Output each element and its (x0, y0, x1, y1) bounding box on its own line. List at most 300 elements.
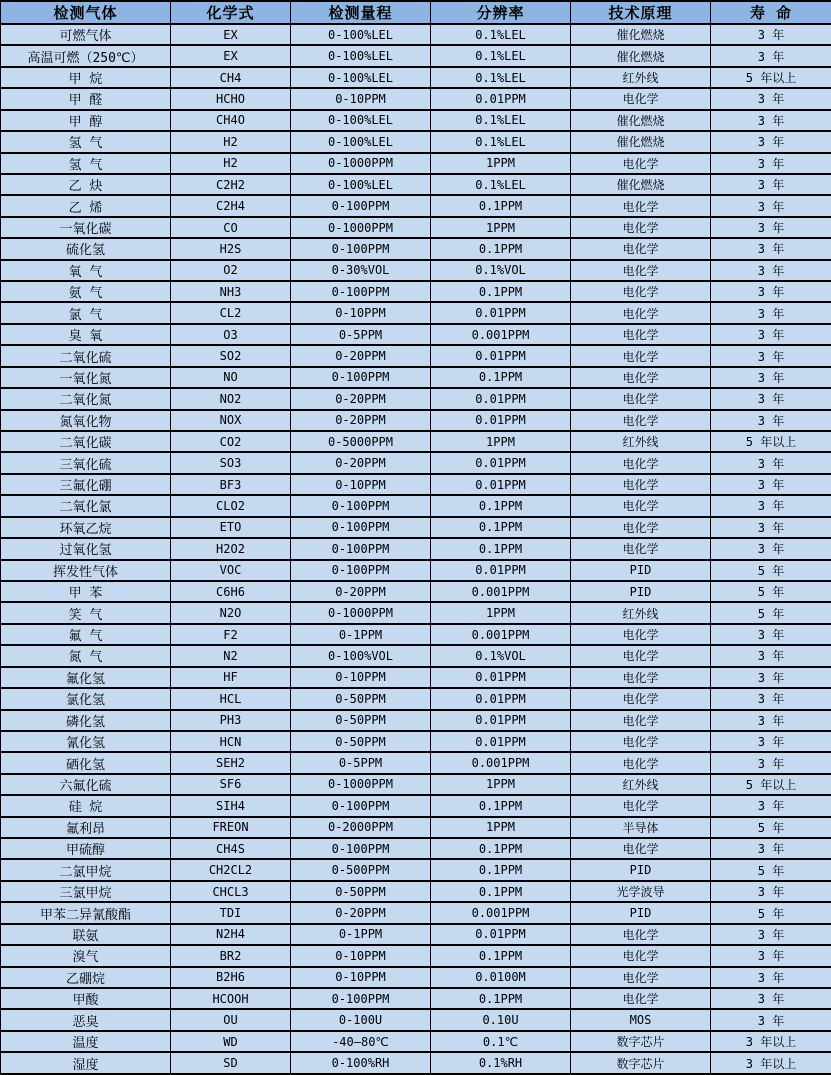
cell-range: 0-5PPM (291, 752, 431, 773)
table-row (1, 281, 831, 302)
cell-resolution: 0.1%LEL (431, 174, 571, 195)
cell-resolution: 0.01PPM (431, 667, 571, 688)
cell-gas-name: 甲 醛 (1, 88, 171, 109)
cell-range: 0-1PPM (291, 924, 431, 945)
cell-formula: H2 (171, 131, 291, 152)
cell-principle: 红外线 (571, 602, 711, 623)
cell-principle: PID (571, 902, 711, 923)
cell-resolution: 0.1PPM (431, 838, 571, 859)
cell-lifespan: 3 年 (711, 131, 831, 152)
cell-principle: 光学波导 (571, 881, 711, 902)
cell-formula: H2 (171, 153, 291, 174)
cell-range: 0-100%LEL (291, 24, 431, 45)
cell-formula: NO (171, 367, 291, 388)
cell-range: 0-30%VOL (291, 260, 431, 281)
table-row (1, 795, 831, 816)
cell-formula: WD (171, 1031, 291, 1052)
cell-gas-name: 甲硫醇 (1, 838, 171, 859)
cell-range: 0-100PPM (291, 195, 431, 216)
cell-gas-name: 硫化氢 (1, 238, 171, 259)
cell-range: 0-500PPM (291, 859, 431, 880)
cell-gas-name: 氰化氢 (1, 731, 171, 752)
cell-formula: HCOOH (171, 988, 291, 1009)
cell-formula: N2H4 (171, 924, 291, 945)
table-row (1, 924, 831, 945)
cell-resolution: 0.1PPM (431, 195, 571, 216)
cell-range: 0-100PPM (291, 560, 431, 581)
cell-formula: TDI (171, 902, 291, 923)
cell-gas-name: 挥发性气体 (1, 560, 171, 581)
table-row (1, 431, 831, 452)
cell-formula: CHCL3 (171, 881, 291, 902)
cell-principle: 催化燃烧 (571, 24, 711, 45)
cell-formula: OU (171, 1009, 291, 1030)
table-row (1, 538, 831, 559)
table-row (1, 217, 831, 238)
cell-principle: 电化学 (571, 710, 711, 731)
cell-gas-name: 甲 烷 (1, 67, 171, 88)
cell-range: 0-50PPM (291, 731, 431, 752)
cell-principle: 电化学 (571, 988, 711, 1009)
cell-principle: 电化学 (571, 945, 711, 966)
cell-lifespan: 3 年 (711, 517, 831, 538)
cell-lifespan: 3 年以上 (711, 1031, 831, 1052)
cell-gas-name: 氢 气 (1, 131, 171, 152)
cell-lifespan: 3 年 (711, 410, 831, 431)
cell-gas-name: 氧 气 (1, 260, 171, 281)
cell-resolution: 0.1PPM (431, 238, 571, 259)
table-row (1, 624, 831, 645)
cell-principle: PID (571, 859, 711, 880)
cell-resolution: 1PPM (431, 431, 571, 452)
cell-principle: 电化学 (571, 195, 711, 216)
cell-range: 0-100%LEL (291, 131, 431, 152)
cell-range: 0-100%RH (291, 1052, 431, 1074)
cell-lifespan: 3 年 (711, 538, 831, 559)
cell-principle: 催化燃烧 (571, 45, 711, 66)
table-row (1, 495, 831, 516)
cell-lifespan: 3 年 (711, 474, 831, 495)
cell-gas-name: 三氯甲烷 (1, 881, 171, 902)
cell-formula: CH4S (171, 838, 291, 859)
cell-formula: N2O (171, 602, 291, 623)
cell-gas-name: 过氧化氢 (1, 538, 171, 559)
cell-range: 0-100PPM (291, 538, 431, 559)
cell-formula: NH3 (171, 281, 291, 302)
cell-gas-name: 二氧化氮 (1, 388, 171, 409)
table-row (1, 110, 831, 131)
cell-resolution: 1PPM (431, 153, 571, 174)
cell-range: 0-100%LEL (291, 45, 431, 66)
cell-resolution: 0.001PPM (431, 581, 571, 602)
cell-lifespan: 3 年 (711, 795, 831, 816)
table-row (1, 302, 831, 323)
cell-lifespan: 5 年以上 (711, 774, 831, 795)
cell-resolution: 0.001PPM (431, 624, 571, 645)
cell-range: 0-100PPM (291, 838, 431, 859)
cell-formula: SD (171, 1052, 291, 1074)
cell-lifespan: 3 年 (711, 110, 831, 131)
cell-lifespan: 5 年以上 (711, 67, 831, 88)
cell-range: 0-100PPM (291, 281, 431, 302)
cell-resolution: 0.01PPM (431, 452, 571, 473)
cell-gas-name: 笑 气 (1, 602, 171, 623)
cell-resolution: 0.1PPM (431, 517, 571, 538)
table-row (1, 517, 831, 538)
table-body (1, 24, 831, 1074)
cell-principle: 电化学 (571, 538, 711, 559)
cell-principle: PID (571, 560, 711, 581)
cell-formula: O3 (171, 324, 291, 345)
cell-formula: CLO2 (171, 495, 291, 516)
cell-principle: 半导体 (571, 817, 711, 838)
table-row (1, 945, 831, 966)
cell-formula: CO (171, 217, 291, 238)
cell-lifespan: 5 年 (711, 581, 831, 602)
cell-formula: CO2 (171, 431, 291, 452)
table-row (1, 1031, 831, 1052)
table-row (1, 560, 831, 581)
cell-range: 0-50PPM (291, 710, 431, 731)
cell-resolution: 0.01PPM (431, 924, 571, 945)
table-row (1, 1052, 831, 1074)
cell-resolution: 0.1PPM (431, 538, 571, 559)
cell-formula: H2S (171, 238, 291, 259)
cell-lifespan: 5 年 (711, 817, 831, 838)
cell-lifespan: 3 年 (711, 624, 831, 645)
cell-range: 0-1PPM (291, 624, 431, 645)
cell-lifespan: 5 年 (711, 560, 831, 581)
cell-gas-name: 三氟化硼 (1, 474, 171, 495)
cell-gas-name: 二氧化硫 (1, 345, 171, 366)
cell-resolution: 0.01PPM (431, 410, 571, 431)
cell-lifespan: 3 年 (711, 24, 831, 45)
cell-formula: B2H6 (171, 967, 291, 988)
cell-principle: 电化学 (571, 281, 711, 302)
cell-principle: 数字芯片 (571, 1031, 711, 1052)
cell-principle: 催化燃烧 (571, 131, 711, 152)
cell-formula: C2H4 (171, 195, 291, 216)
column-header-formula: 化学式 (171, 1, 291, 24)
cell-range: 0-20PPM (291, 902, 431, 923)
cell-resolution: 0.01PPM (431, 688, 571, 709)
cell-gas-name: 湿度 (1, 1052, 171, 1074)
cell-gas-name: 甲酸 (1, 988, 171, 1009)
cell-principle: 电化学 (571, 324, 711, 345)
cell-lifespan: 3 年 (711, 45, 831, 66)
cell-range: 0-5PPM (291, 324, 431, 345)
cell-resolution: 0.01PPM (431, 388, 571, 409)
cell-principle: 电化学 (571, 731, 711, 752)
table-row (1, 388, 831, 409)
table-row (1, 581, 831, 602)
cell-lifespan: 5 年以上 (711, 431, 831, 452)
cell-lifespan: 3 年 (711, 260, 831, 281)
cell-formula: H2O2 (171, 538, 291, 559)
cell-lifespan: 3 年 (711, 924, 831, 945)
cell-lifespan: 3 年 (711, 238, 831, 259)
cell-lifespan: 3 年 (711, 88, 831, 109)
cell-principle: 电化学 (571, 474, 711, 495)
cell-lifespan: 3 年 (711, 645, 831, 666)
cell-resolution: 0.01PPM (431, 710, 571, 731)
cell-gas-name: 高温可燃（250℃） (1, 45, 171, 66)
cell-gas-name: 氮氧化物 (1, 410, 171, 431)
cell-range: 0-10PPM (291, 945, 431, 966)
cell-principle: 电化学 (571, 667, 711, 688)
cell-resolution: 1PPM (431, 774, 571, 795)
cell-resolution: 0.1PPM (431, 881, 571, 902)
cell-formula: HCL (171, 688, 291, 709)
cell-resolution: 0.1PPM (431, 795, 571, 816)
cell-gas-name: 氮 气 (1, 645, 171, 666)
cell-gas-name: 氟利昂 (1, 817, 171, 838)
cell-lifespan: 3 年 (711, 988, 831, 1009)
cell-formula: BR2 (171, 945, 291, 966)
cell-principle: 红外线 (571, 67, 711, 88)
cell-gas-name: 硒化氢 (1, 752, 171, 773)
cell-lifespan: 3 年 (711, 881, 831, 902)
cell-lifespan: 3 年 (711, 731, 831, 752)
cell-principle: 电化学 (571, 302, 711, 323)
cell-formula: SIH4 (171, 795, 291, 816)
cell-principle: 数字芯片 (571, 1052, 711, 1074)
cell-formula: FREON (171, 817, 291, 838)
cell-principle: 电化学 (571, 410, 711, 431)
cell-principle: 电化学 (571, 88, 711, 109)
cell-principle: 电化学 (571, 517, 711, 538)
table-row (1, 667, 831, 688)
cell-gas-name: 温度 (1, 1031, 171, 1052)
cell-formula: NOX (171, 410, 291, 431)
cell-gas-name: 可燃气体 (1, 24, 171, 45)
cell-gas-name: 乙硼烷 (1, 967, 171, 988)
cell-gas-name: 甲苯二异氰酸酯 (1, 902, 171, 923)
cell-range: 0-10PPM (291, 967, 431, 988)
cell-principle: 电化学 (571, 752, 711, 773)
cell-formula: EX (171, 24, 291, 45)
cell-range: 0-100%LEL (291, 174, 431, 195)
cell-gas-name: 氯化氢 (1, 688, 171, 709)
cell-principle: 电化学 (571, 838, 711, 859)
cell-principle: 电化学 (571, 345, 711, 366)
cell-lifespan: 3 年以上 (711, 1052, 831, 1074)
cell-formula: PH3 (171, 710, 291, 731)
table-row (1, 260, 831, 281)
table-row (1, 67, 831, 88)
table-row (1, 602, 831, 623)
cell-range: 0-1000PPM (291, 153, 431, 174)
cell-formula: BF3 (171, 474, 291, 495)
cell-lifespan: 3 年 (711, 452, 831, 473)
cell-principle: 电化学 (571, 452, 711, 473)
cell-principle: 电化学 (571, 624, 711, 645)
cell-gas-name: 磷化氢 (1, 710, 171, 731)
cell-formula: SO3 (171, 452, 291, 473)
cell-resolution: 0.1%RH (431, 1052, 571, 1074)
cell-principle: 电化学 (571, 967, 711, 988)
cell-range: 0-50PPM (291, 688, 431, 709)
cell-gas-name: 二氯甲烷 (1, 859, 171, 880)
cell-resolution: 0.001PPM (431, 752, 571, 773)
cell-resolution: 1PPM (431, 217, 571, 238)
cell-range: 0-5000PPM (291, 431, 431, 452)
table-row (1, 688, 831, 709)
cell-gas-name: 一氧化碳 (1, 217, 171, 238)
cell-range: 0-50PPM (291, 881, 431, 902)
table-row (1, 902, 831, 923)
column-header-lifespan: 寿 命 (711, 1, 831, 24)
table-header (1, 1, 831, 24)
cell-range: 0-100U (291, 1009, 431, 1030)
cell-resolution: 0.1%LEL (431, 67, 571, 88)
cell-formula: SEH2 (171, 752, 291, 773)
cell-gas-name: 一氧化氮 (1, 367, 171, 388)
cell-lifespan: 3 年 (711, 945, 831, 966)
cell-principle: 电化学 (571, 688, 711, 709)
cell-lifespan: 3 年 (711, 838, 831, 859)
cell-gas-name: 臭 氧 (1, 324, 171, 345)
table-row (1, 238, 831, 259)
cell-lifespan: 3 年 (711, 324, 831, 345)
cell-formula: SO2 (171, 345, 291, 366)
cell-lifespan: 3 年 (711, 688, 831, 709)
cell-formula: NO2 (171, 388, 291, 409)
cell-formula: C2H2 (171, 174, 291, 195)
cell-gas-name: 溴气 (1, 945, 171, 966)
cell-principle: 红外线 (571, 431, 711, 452)
cell-formula: F2 (171, 624, 291, 645)
cell-range: 0-100%LEL (291, 67, 431, 88)
cell-lifespan: 5 年 (711, 902, 831, 923)
table-row (1, 710, 831, 731)
table-row (1, 410, 831, 431)
table-row (1, 859, 831, 880)
table-row (1, 967, 831, 988)
cell-resolution: 0.01PPM (431, 474, 571, 495)
cell-resolution: 0.001PPM (431, 902, 571, 923)
table-row (1, 131, 831, 152)
cell-gas-name: 三氧化硫 (1, 452, 171, 473)
cell-range: 0-20PPM (291, 452, 431, 473)
cell-formula: O2 (171, 260, 291, 281)
cell-principle: 电化学 (571, 645, 711, 666)
cell-lifespan: 3 年 (711, 1009, 831, 1030)
table-row (1, 45, 831, 66)
table-row (1, 752, 831, 773)
cell-range: 0-1000PPM (291, 217, 431, 238)
cell-range: 0-100PPM (291, 495, 431, 516)
cell-resolution: 1PPM (431, 602, 571, 623)
cell-range: 0-100PPM (291, 517, 431, 538)
cell-lifespan: 3 年 (711, 174, 831, 195)
column-header-resolution: 分辨率 (431, 1, 571, 24)
cell-principle: 催化燃烧 (571, 174, 711, 195)
cell-principle: PID (571, 581, 711, 602)
cell-gas-name: 六氟化硫 (1, 774, 171, 795)
cell-formula: CL2 (171, 302, 291, 323)
cell-range: 0-10PPM (291, 474, 431, 495)
cell-gas-name: 联氨 (1, 924, 171, 945)
cell-lifespan: 3 年 (711, 752, 831, 773)
cell-gas-name: 恶臭 (1, 1009, 171, 1030)
cell-range: 0-1000PPM (291, 602, 431, 623)
table-row (1, 367, 831, 388)
cell-formula: ETO (171, 517, 291, 538)
cell-principle: 电化学 (571, 495, 711, 516)
table-row (1, 731, 831, 752)
table-row (1, 345, 831, 366)
cell-resolution: 0.1%LEL (431, 110, 571, 131)
table-row (1, 1009, 831, 1030)
column-header-range: 检测量程 (291, 1, 431, 24)
cell-lifespan: 3 年 (711, 345, 831, 366)
cell-gas-name: 氟 气 (1, 624, 171, 645)
table-row (1, 881, 831, 902)
cell-resolution: 1PPM (431, 817, 571, 838)
cell-range: 0-10PPM (291, 667, 431, 688)
cell-range: 0-100PPM (291, 795, 431, 816)
cell-principle: 电化学 (571, 795, 711, 816)
cell-range: 0-10PPM (291, 88, 431, 109)
cell-formula: C6H6 (171, 581, 291, 602)
table-row (1, 817, 831, 838)
cell-principle: 电化学 (571, 153, 711, 174)
cell-resolution: 0.1PPM (431, 859, 571, 880)
cell-lifespan: 3 年 (711, 495, 831, 516)
table-row (1, 174, 831, 195)
cell-principle: 电化学 (571, 367, 711, 388)
cell-range: 0-20PPM (291, 388, 431, 409)
cell-resolution: 0.1%VOL (431, 260, 571, 281)
cell-gas-name: 乙 烯 (1, 195, 171, 216)
column-header-principle: 技术原理 (571, 1, 711, 24)
cell-principle: MOS (571, 1009, 711, 1030)
cell-formula: CH2CL2 (171, 859, 291, 880)
cell-gas-name: 氢 气 (1, 153, 171, 174)
cell-range: 0-100PPM (291, 238, 431, 259)
cell-principle: 电化学 (571, 388, 711, 409)
cell-resolution: 0.1PPM (431, 988, 571, 1009)
cell-resolution: 0.1%LEL (431, 45, 571, 66)
cell-principle: 电化学 (571, 924, 711, 945)
cell-resolution: 0.001PPM (431, 324, 571, 345)
table-row (1, 645, 831, 666)
table-row (1, 774, 831, 795)
cell-principle: 电化学 (571, 238, 711, 259)
table-row (1, 88, 831, 109)
table-row (1, 24, 831, 45)
cell-resolution: 0.1℃ (431, 1031, 571, 1052)
cell-lifespan: 3 年 (711, 367, 831, 388)
table-row (1, 988, 831, 1009)
cell-resolution: 0.1%VOL (431, 645, 571, 666)
cell-lifespan: 3 年 (711, 667, 831, 688)
cell-gas-name: 氟化氢 (1, 667, 171, 688)
cell-lifespan: 3 年 (711, 281, 831, 302)
cell-lifespan: 5 年 (711, 602, 831, 623)
cell-range: 0-20PPM (291, 410, 431, 431)
table-row (1, 324, 831, 345)
cell-formula: EX (171, 45, 291, 66)
cell-range: 0-2000PPM (291, 817, 431, 838)
cell-principle: 电化学 (571, 217, 711, 238)
cell-gas-name: 二氧化碳 (1, 431, 171, 452)
cell-principle: 电化学 (571, 260, 711, 281)
column-header-gas-name: 检测气体 (1, 1, 171, 24)
cell-resolution: 0.10U (431, 1009, 571, 1030)
cell-lifespan: 3 年 (711, 302, 831, 323)
